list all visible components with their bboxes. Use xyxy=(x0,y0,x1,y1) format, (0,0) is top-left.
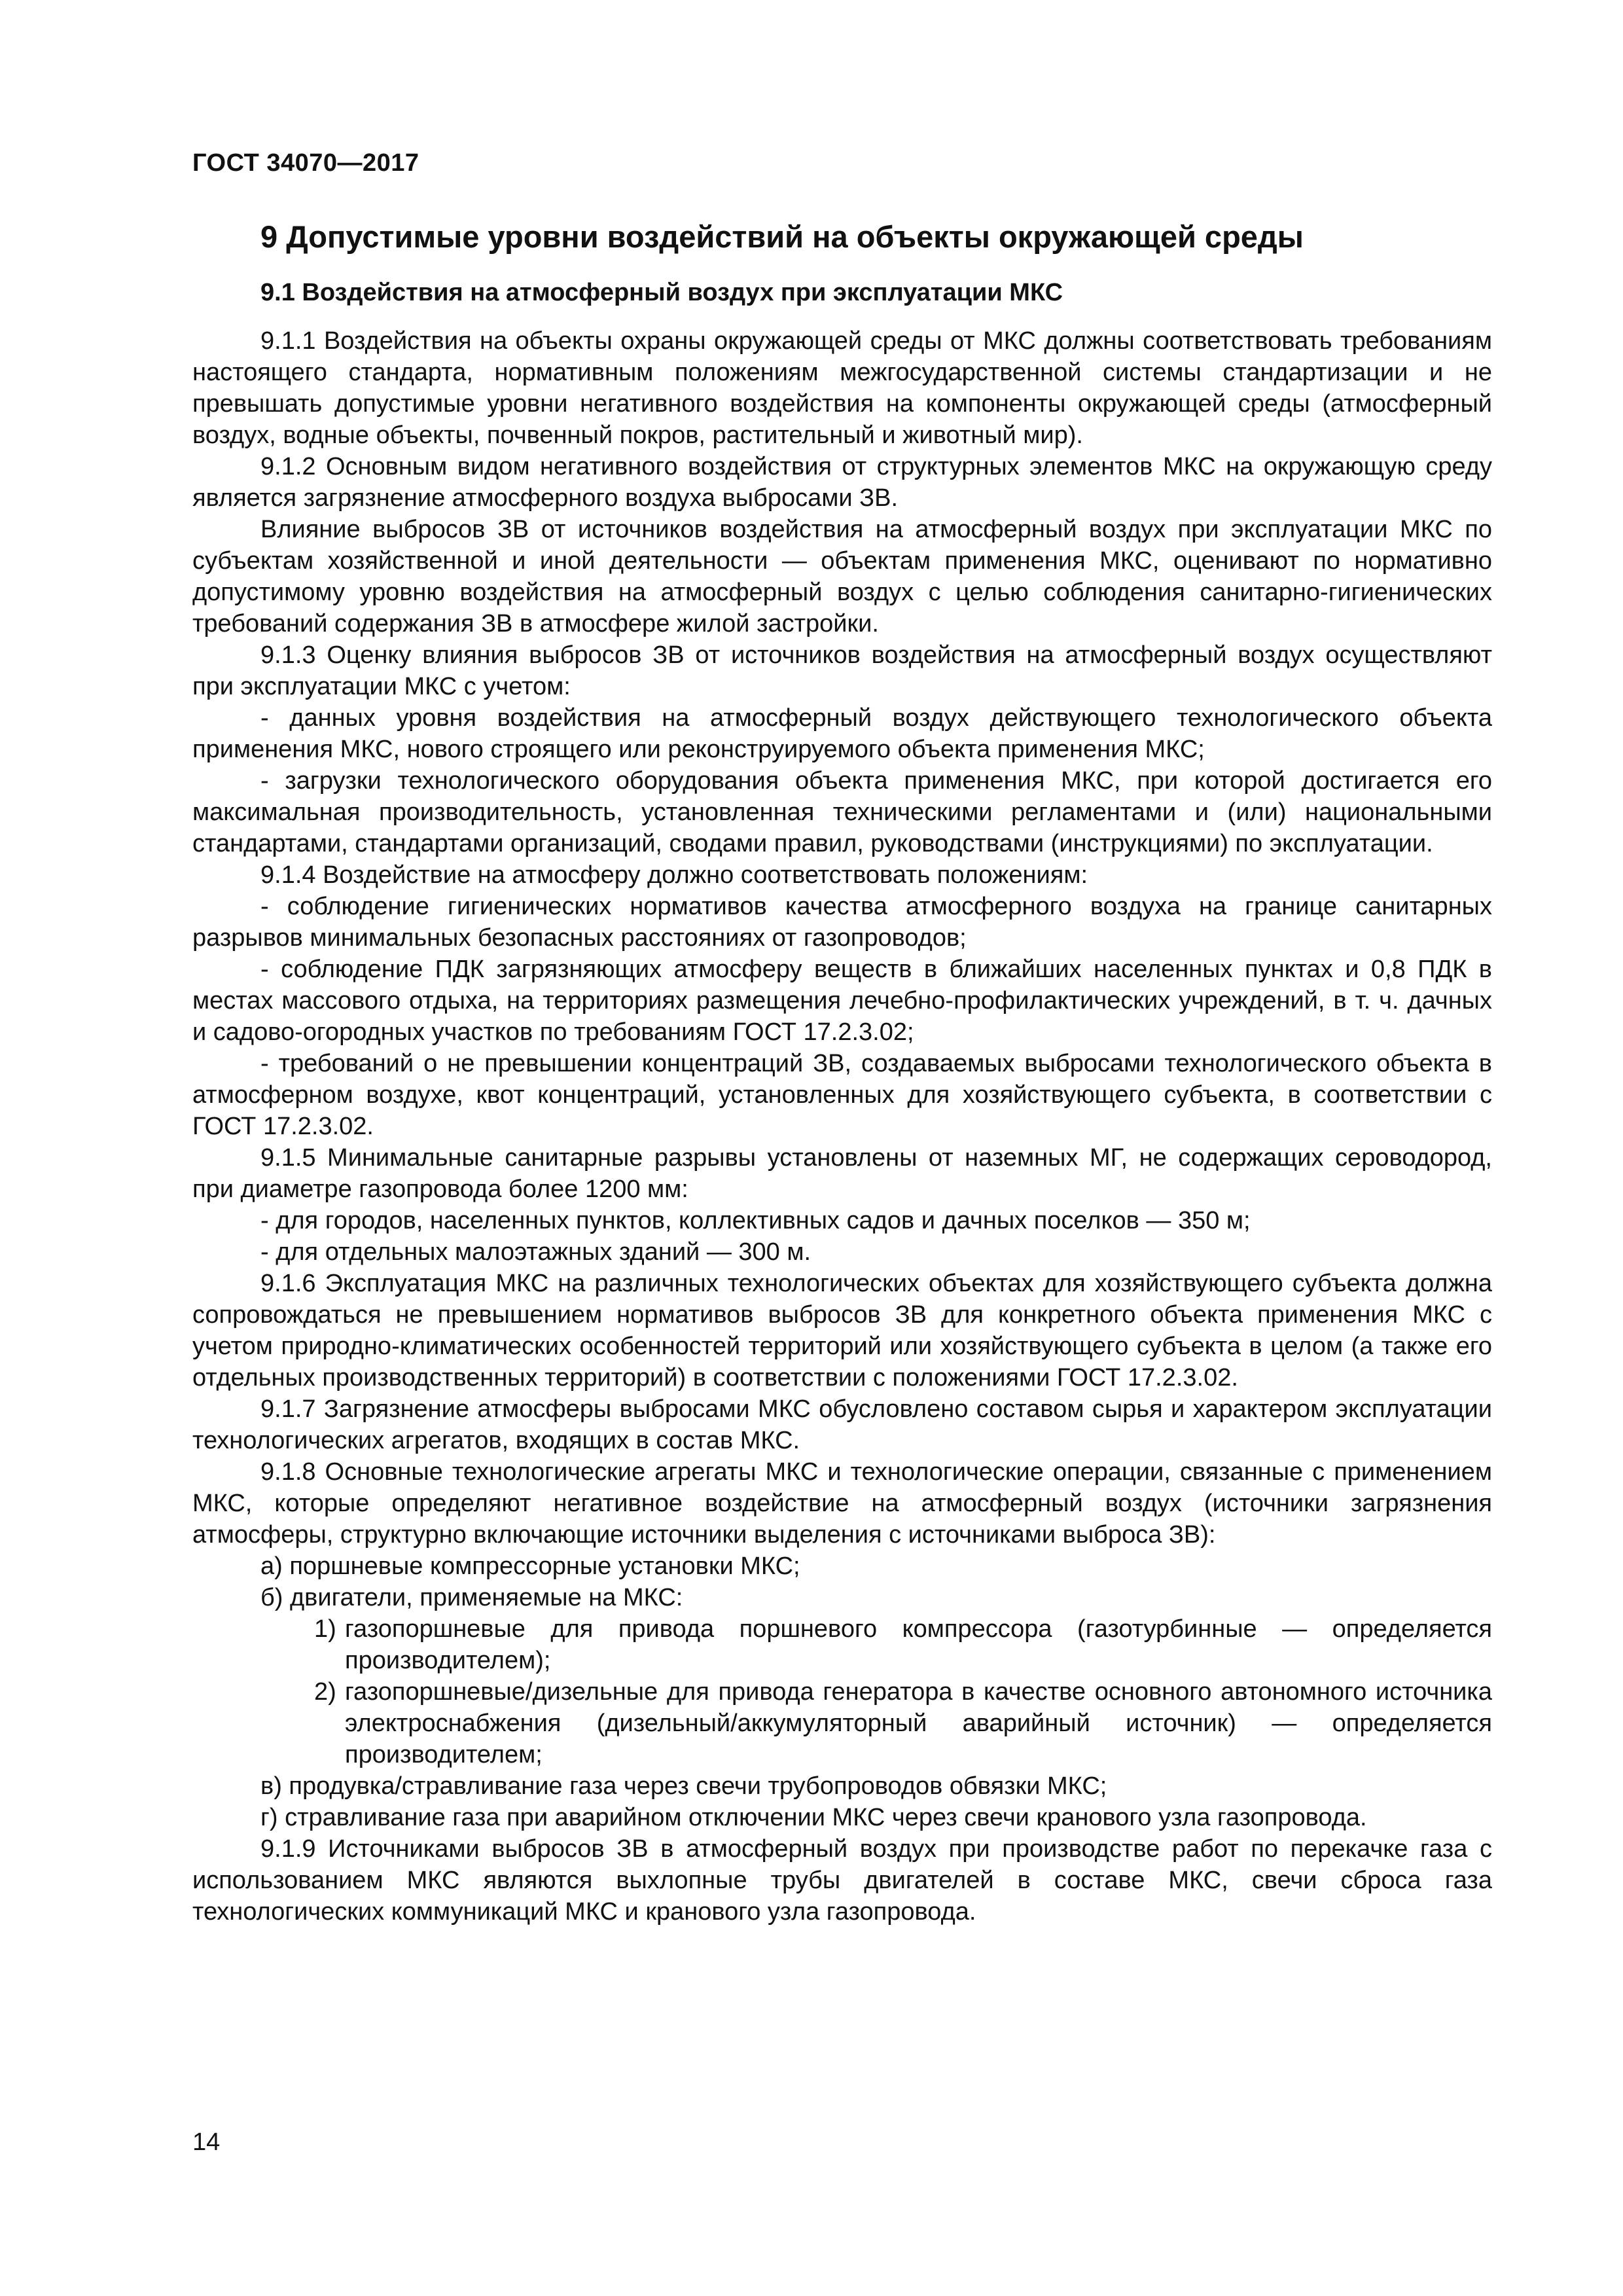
paragraph-9-1-7: 9.1.7 Загрязнение атмосферы выбросами МКС обусловлено составом сырья и характером эксплуатации технологических агрегатов, входящих в состав МКС. xyxy=(192,1395,1492,1454)
paragraph-9-1-3: 9.1.3 Оценку влияния выбросов ЗВ от источников воздействия на атмосферный воздух осуществляют при эксплуатации МКС с учетом: xyxy=(192,641,1492,700)
body-text xyxy=(192,325,1492,1928)
sub-list-number: 2) xyxy=(314,1677,336,1706)
list-item: б) двигатели, применяемые на МКС: xyxy=(260,1583,683,1611)
paragraph-9-1-8: 9.1.8 Основные технологические агрегаты МКС и технологические операции, связанные с применением МКС, которые определяют негативное воздействие на атмосферный воздух (источники загрязнения атмосферы, структурно включающие источники выделения с источниками выброса ЗВ): xyxy=(192,1458,1492,1549)
list-item: - загрузки технологического оборудования объекта применения МКС, при которой достигается его максимальная производительность, установленная техническими регламентами и (или) национальными стандартами, стандартами организаций, сводами правил, руководствами (инструкциями) по эксплуатации. xyxy=(192,766,1492,857)
list-item: - соблюдение гигиенических нормативов качества атмосферного воздуха на границе санитарных разрывов минимальных безопасных расстояниях от газопроводов; xyxy=(192,892,1492,952)
paragraph-9-1-2: 9.1.2 Основным видом негативного воздействия от структурных элементов МКС на окружающую среду является загрязнение атмосферного воздуха выбросами ЗВ. xyxy=(192,452,1492,512)
sub-list-text: газопоршневые/дизельные для привода генератора в качестве основного автономного источника электроснабжения (дизельный/аккумуляторный аварийный источник) — определяется производителем; xyxy=(345,1677,1492,1768)
page-number: 14 xyxy=(192,2128,221,2156)
list-item: - данных уровня воздействия на атмосферный воздух действующего технологического объекта применения МКС, нового строящего или реконструируемого объекта применения МКС; xyxy=(192,704,1492,763)
paragraph-9-1-5: 9.1.5 Минимальные санитарные разрывы установлены от наземных МГ, не содержащих сероводород, при диаметре газопровода более 1200 мм: xyxy=(192,1143,1492,1203)
paragraph-9-1-6: 9.1.6 Эксплуатация МКС на различных технологических объектах для хозяйствующего субъекта должна сопровождаться не превышением нормативов выбросов ЗВ для конкретного объекта применения МКС с учетом природно-климатических особенностей территорий или хозяйствующего субъекта в целом (а также его отдельных производственных территорий) в соответствии с положениями ГОСТ 17.2.3.02. xyxy=(192,1269,1492,1391)
document-header: ГОСТ 34070—2017 xyxy=(192,149,419,177)
section-title: 9 Допустимые уровни воздействий на объекты окружающей среды xyxy=(260,219,1304,254)
subsection-title: 9.1 Воздействия на атмосферный воздух при эксплуатации МКС xyxy=(260,279,1063,307)
list-item: - для городов, населенных пунктов, коллективных садов и дачных поселков — 350 м; xyxy=(260,1206,1251,1234)
sub-list-item xyxy=(314,1676,1492,1770)
sub-list-number: 1) xyxy=(314,1615,336,1643)
list-item: - требований о не превышении концентраций ЗВ, создаваемых выбросами технологического объекта в атмосферном воздухе, квот концентраций, установленных для хозяйствующего субъекта, в соответствии с ГОСТ 17.2.3.02. xyxy=(192,1049,1492,1140)
list-item: в) продувка/стравливание газа через свечи трубопроводов обвязки МКС; xyxy=(260,1772,1107,1800)
paragraph-9-1-1: 9.1.1 Воздействия на объекты охраны окружающей среды от МКС должны соответствовать требованиям настоящего стандарта, нормативным положениям межгосударственной системы стандартизации и не превышать допустимые уровни негативного воздействия на компоненты окружающей среды (атмосферный воздух, водные объекты, почвенный покров, растительный и животный мир). xyxy=(192,327,1492,449)
document-body xyxy=(192,216,1492,1928)
paragraph-9-1-9: 9.1.9 Источниками выбросов ЗВ в атмосферный воздух при производстве работ по перекачке газа с использованием МКС являются выхлопные трубы двигателей в составе МКС, свечи сброса газа технологических коммуникаций МКС и кранового узла газопровода. xyxy=(192,1835,1492,1926)
sub-list-text: газопоршневые для привода поршневого компрессора (газотурбинные — определяется производителем); xyxy=(345,1615,1492,1674)
list-item: - для отдельных малоэтажных зданий — 300 м. xyxy=(260,1238,812,1266)
sub-list-item xyxy=(314,1613,1492,1676)
list-item: а) поршневые компрессорные установки МКС; xyxy=(260,1552,800,1580)
list-item: - соблюдение ПДК загрязняющих атмосферу веществ в ближайших населенных пунктах и 0,8 ПДК в местах массового отдыха, на территориях размещения лечебно-профилактических учреждений, в т. ч. дачных и садово-огородных участков по требованиям ГОСТ 17.2.3.02; xyxy=(192,955,1492,1046)
paragraph-9-1-2-cont: Влияние выбросов ЗВ от источников воздействия на атмосферный воздух при эксплуатации МКС по субъектам хозяйственной и иной деятельности — объектам применения МКС, оценивают по нормативно допустимому уровню воздействия на атмосферный воздух с целью соблюдения санитарно-гигиенических требований содержания ЗВ в атмосфере жилой застройки. xyxy=(192,515,1492,637)
paragraph-9-1-4: 9.1.4 Воздействие на атмосферу должно соответствовать положениям: xyxy=(260,861,1088,889)
list-item: г) стравливание газа при аварийном отключении МКС через свечи кранового узла газопровода. xyxy=(260,1803,1367,1831)
